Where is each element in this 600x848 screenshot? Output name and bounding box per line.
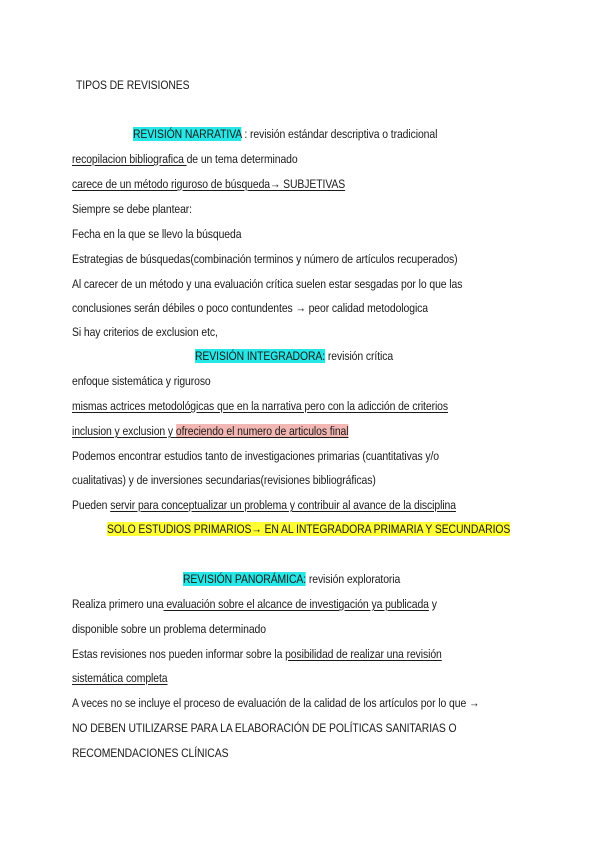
panoramica-line-1-a: Realiza primero una (72, 597, 164, 611)
narrativa-line-5: Estrategias de búsquedas(combinación terminos y número de artículos recuperados) (72, 252, 458, 266)
integradora-line-4: Podemos encontrar estudios tanto de investigaciones primarias (cuantitativas y/o (72, 449, 440, 463)
panoramica-heading-line (183, 571, 400, 587)
panoramica-line-1-c: y (428, 597, 437, 611)
integradora-heading: REVISIÓN INTEGRADORA: (195, 349, 326, 363)
narrativa-line-1-underlined: recopilacion bibliografica (72, 152, 187, 166)
document-title: TIPOS DE REVISIONES (76, 78, 190, 92)
narrativa-line-2: carece de un método riguroso de búsqueda→ SUBJETIVAS (72, 177, 346, 191)
narrativa-line-1 (72, 151, 298, 167)
integradora-line-1: enfoque sistemática y riguroso (72, 374, 211, 388)
integradora-line-6-b: servir para conceptualizar un problema y contribuir al avance de la disciplina (110, 498, 456, 512)
narrativa-heading: REVISIÓN NARRATIVA (133, 127, 242, 141)
panoramica-line-1 (72, 596, 437, 612)
integradora-line-5: cualitativas) y de inversiones secundarias(revisiones bibliográficas) (72, 473, 376, 487)
panoramica-line-3-a: Estas revisiones nos pueden informar sobre la (72, 647, 286, 661)
panoramica-line-1-b: evaluación sobre el alcance de investigación ya publicada (163, 597, 429, 611)
narrativa-line-1-rest: de un tema determinado (186, 152, 298, 166)
panoramica-line-4: sistemática completa (72, 671, 168, 685)
narrativa-line-4: Fecha en la que se llevo la búsqueda (72, 227, 242, 241)
integradora-line-6 (72, 497, 456, 513)
narrativa-heading-line (133, 126, 437, 142)
panoramica-line-6: NO DEBEN UTILIZARSE PARA LA ELABORACIÓN DE POLÍTICAS SANITARIAS O (72, 721, 457, 735)
narrativa-line-3: Siempre se debe plantear: (72, 202, 192, 216)
panoramica-line-3-b: posibilidad de realizar una revisión (285, 647, 442, 661)
integradora-highlight: SOLO ESTUDIOS PRIMARIOS→ EN AL INTEGRADORA PRIMARIA Y SECUNDARIOS (107, 522, 511, 536)
panoramica-line-3 (72, 646, 442, 662)
panoramica-line-7: RECOMENDACIONES CLÍNICAS (72, 746, 229, 760)
panoramica-heading-rest: revisión exploratoria (306, 572, 401, 586)
narrativa-line-7: conclusiones serán débiles o poco contundentes → peor calidad metodologica (72, 301, 429, 315)
panoramica-line-5: A veces no se incluye el proceso de evaluación de la calidad de los artículos por lo que → (72, 696, 480, 710)
integradora-heading-rest: revisión crítica (325, 349, 394, 363)
panoramica-heading: REVISIÓN PANORÁMICA: (183, 572, 307, 586)
integradora-heading-line (195, 348, 393, 364)
integradora-line-7 (107, 521, 510, 537)
narrativa-heading-rest: : revisión estándar descriptiva o tradicional (241, 127, 438, 141)
integradora-line-3 (72, 423, 348, 439)
integradora-line-3-b: ofreciendo el numero de articulos final (175, 424, 349, 438)
panoramica-line-2: disponible sobre un problema determinado (72, 622, 266, 636)
narrativa-line-6: Al carecer de un método y una evaluación crítica suelen estar sesgadas por lo que las (72, 277, 463, 291)
integradora-line-3-a: inclusion y exclusion y (72, 424, 176, 438)
narrativa-line-8: Si hay criterios de exclusion etc, (72, 325, 218, 339)
integradora-line-6-a: Pueden (72, 498, 111, 512)
integradora-line-2: mismas actrices metodológicas que en la narrativa pero con la adicción de criterios (72, 399, 449, 413)
